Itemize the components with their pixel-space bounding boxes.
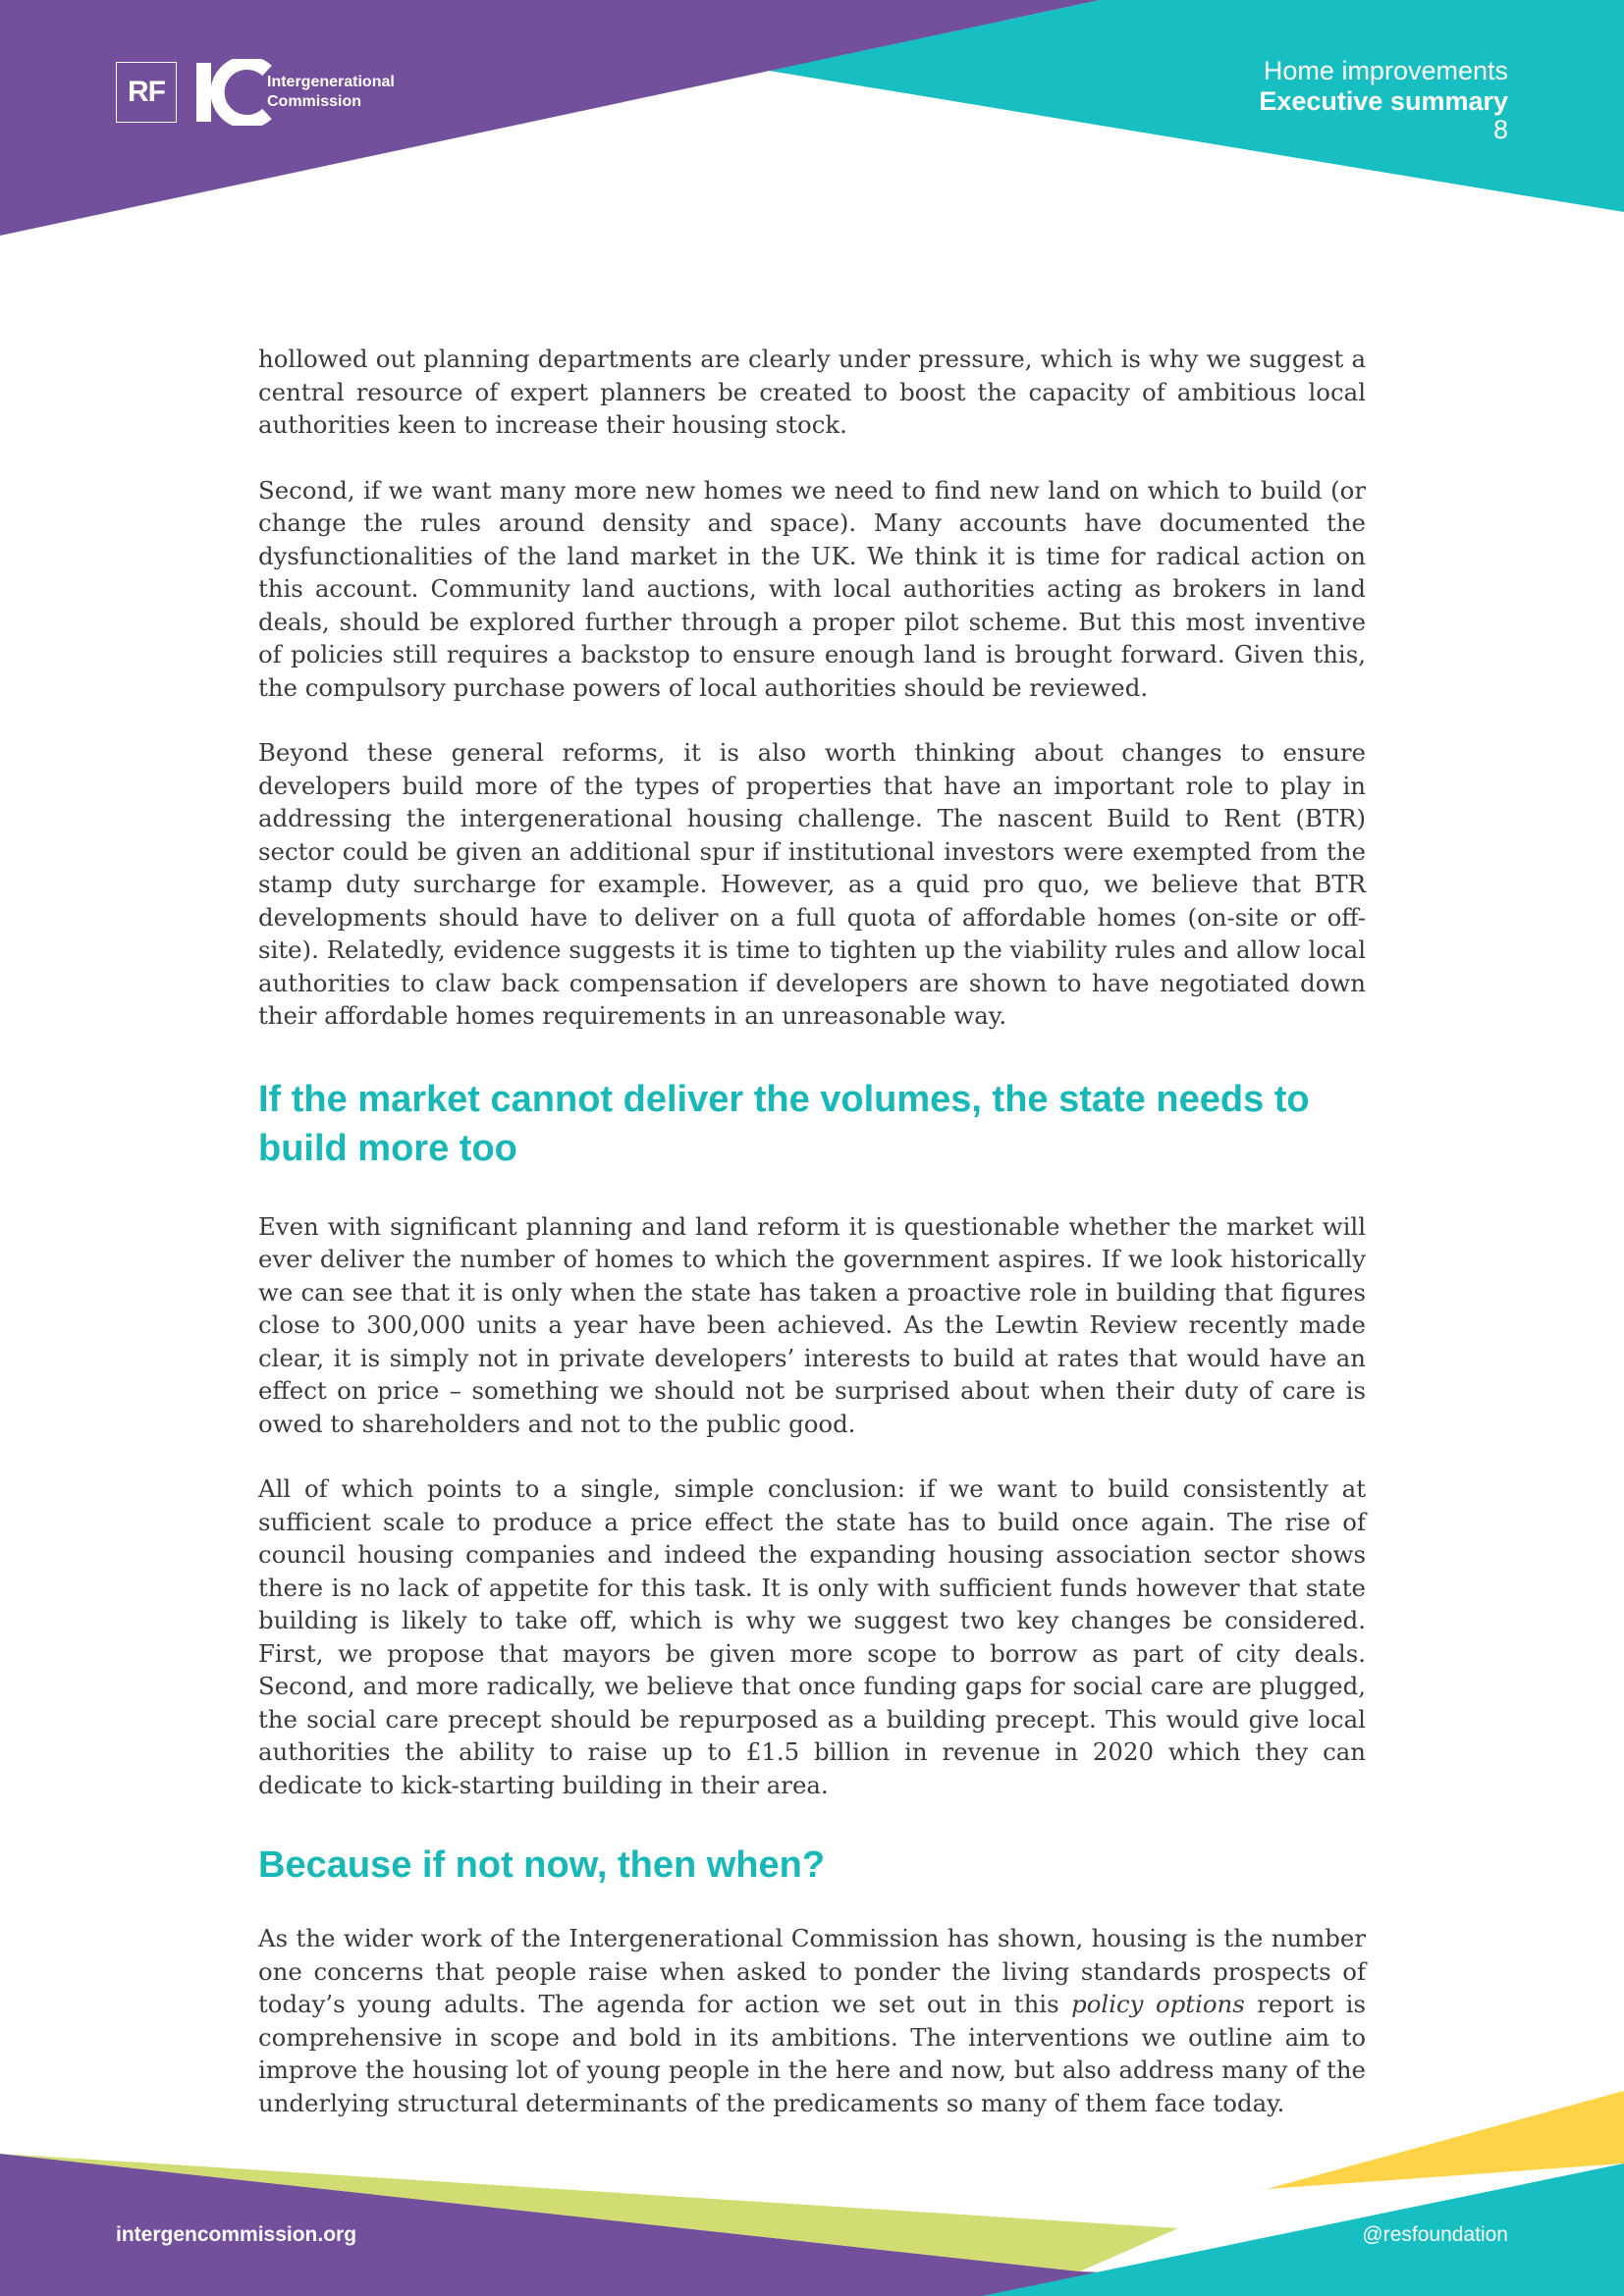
section-title: Home improvements — [1263, 56, 1508, 85]
paragraph-text: report is comprehensive in scope and bold in its ambitions. The interventions we outline aim to improve the housing lot of young people in the here and now, but also address many of the underlying structural determinants of the predicaments so many of them face today. — [258, 1990, 1366, 2117]
running-header — [1259, 56, 1508, 143]
ic-monogram-icon — [194, 59, 273, 126]
paragraph — [258, 1922, 1366, 2119]
paragraph: Second, if we want many more new homes we need to find new land on which to build (or change the rules around density and space). Many accounts have documented the dysfunctionalities of the land market in the UK. We think it is time for radical action on this account. Community land auctions, with local authorities acting as brokers in land deals, should be explored further through a proper pilot scheme. But this most inventive of policies still requires a backstop to ensure enough land is brought forward. Given this, the compulsory purchase powers of local authorities should be reviewed. — [258, 475, 1366, 702]
section-heading: If the market cannot deliver the volumes, the state needs to build more too — [258, 1078, 1310, 1169]
paragraph-text: As the wider work of the Intergenerational Commission has shown, housing is the number one concerns that people raise when asked to ponder the living standards prospects of today’s young adults. The agenda for action we set out in this — [258, 1924, 1366, 2018]
chapter-title: Executive summary — [1259, 86, 1508, 116]
paragraph: Beyond these general reforms, it is also worth thinking about changes to ensure developers build more of the types of properties that have an important role to play in addressing the intergenerational housing challenge. The nascent Build to Rent (BTR) sector could be given an additional spur if institutional investors were exempted from the stamp duty surcharge for example. However, as a quid pro quo, we believe that BTR developments should have to deliver on a full quota of affordable homes (on-site or off-site). Relatedly, evidence suggests it is time to tighten up the viability rules and allow local authorities to claw back compensation if developers are shown to have negotiated down their affordable homes requirements in an unreasonable way. — [258, 738, 1366, 1030]
section-heading: Because if not now, then when? — [258, 1844, 826, 1886]
paragraph: All of which points to a single, simple conclusion: if we want to build consistently at sufficient scale to produce a price effect the state has to build once again. The rise of council housing companies and indeed the expanding housing association sector shows there is no lack of appetite for this task. It is only with sufficient funds however that state building is likely to take off, which is why we suggest two key changes be considered. First, we propose that mayors be given more scope to borrow as part of city deals. Second, and more radically, we believe that once funding gaps for social care are plugged, the social care precept should be repurposed as a building precept. This would give local authorities the ability to raise up to £1.5 billion in revenue in 2020 which they can dedicate to kick-starting building in their area. — [258, 1474, 1366, 1799]
emphasis-text: policy options — [1071, 1990, 1245, 2018]
rf-logo: RF — [116, 62, 177, 123]
commission-logo-text — [267, 73, 395, 112]
website-link[interactable]: intergencommission.org — [116, 2223, 357, 2246]
paragraph: hollowed out planning departments are clearly under pressure, which is why we suggest a central resource of expert planners be created to boost the capacity of ambitious local authorities keen to increase their housing stock. — [258, 345, 1366, 439]
social-handle[interactable]: @resfoundation — [1362, 2223, 1508, 2246]
paragraph: Even with significant planning and land reform it is questionable whether the market will ever deliver the number of homes to which the government aspires. If we look historically we can see that it is only when the state has taken a proactive role in building that figures close to 300,000 units a year have been achieved. As the Lewtin Review recently made clear, it is simply not in private developers’ interests to build at rates that would have an effect on price – something we should not be surprised about when their duty of care is owed to shareholders and not to the public good. — [258, 1211, 1366, 1438]
page-number: 8 — [1492, 115, 1508, 144]
footer-banner-shapes — [0, 2091, 1624, 2296]
logo-text-line1: Intergenerational — [267, 74, 395, 90]
main-text — [258, 343, 1366, 2119]
logo-text-line2: Commission — [267, 93, 362, 110]
